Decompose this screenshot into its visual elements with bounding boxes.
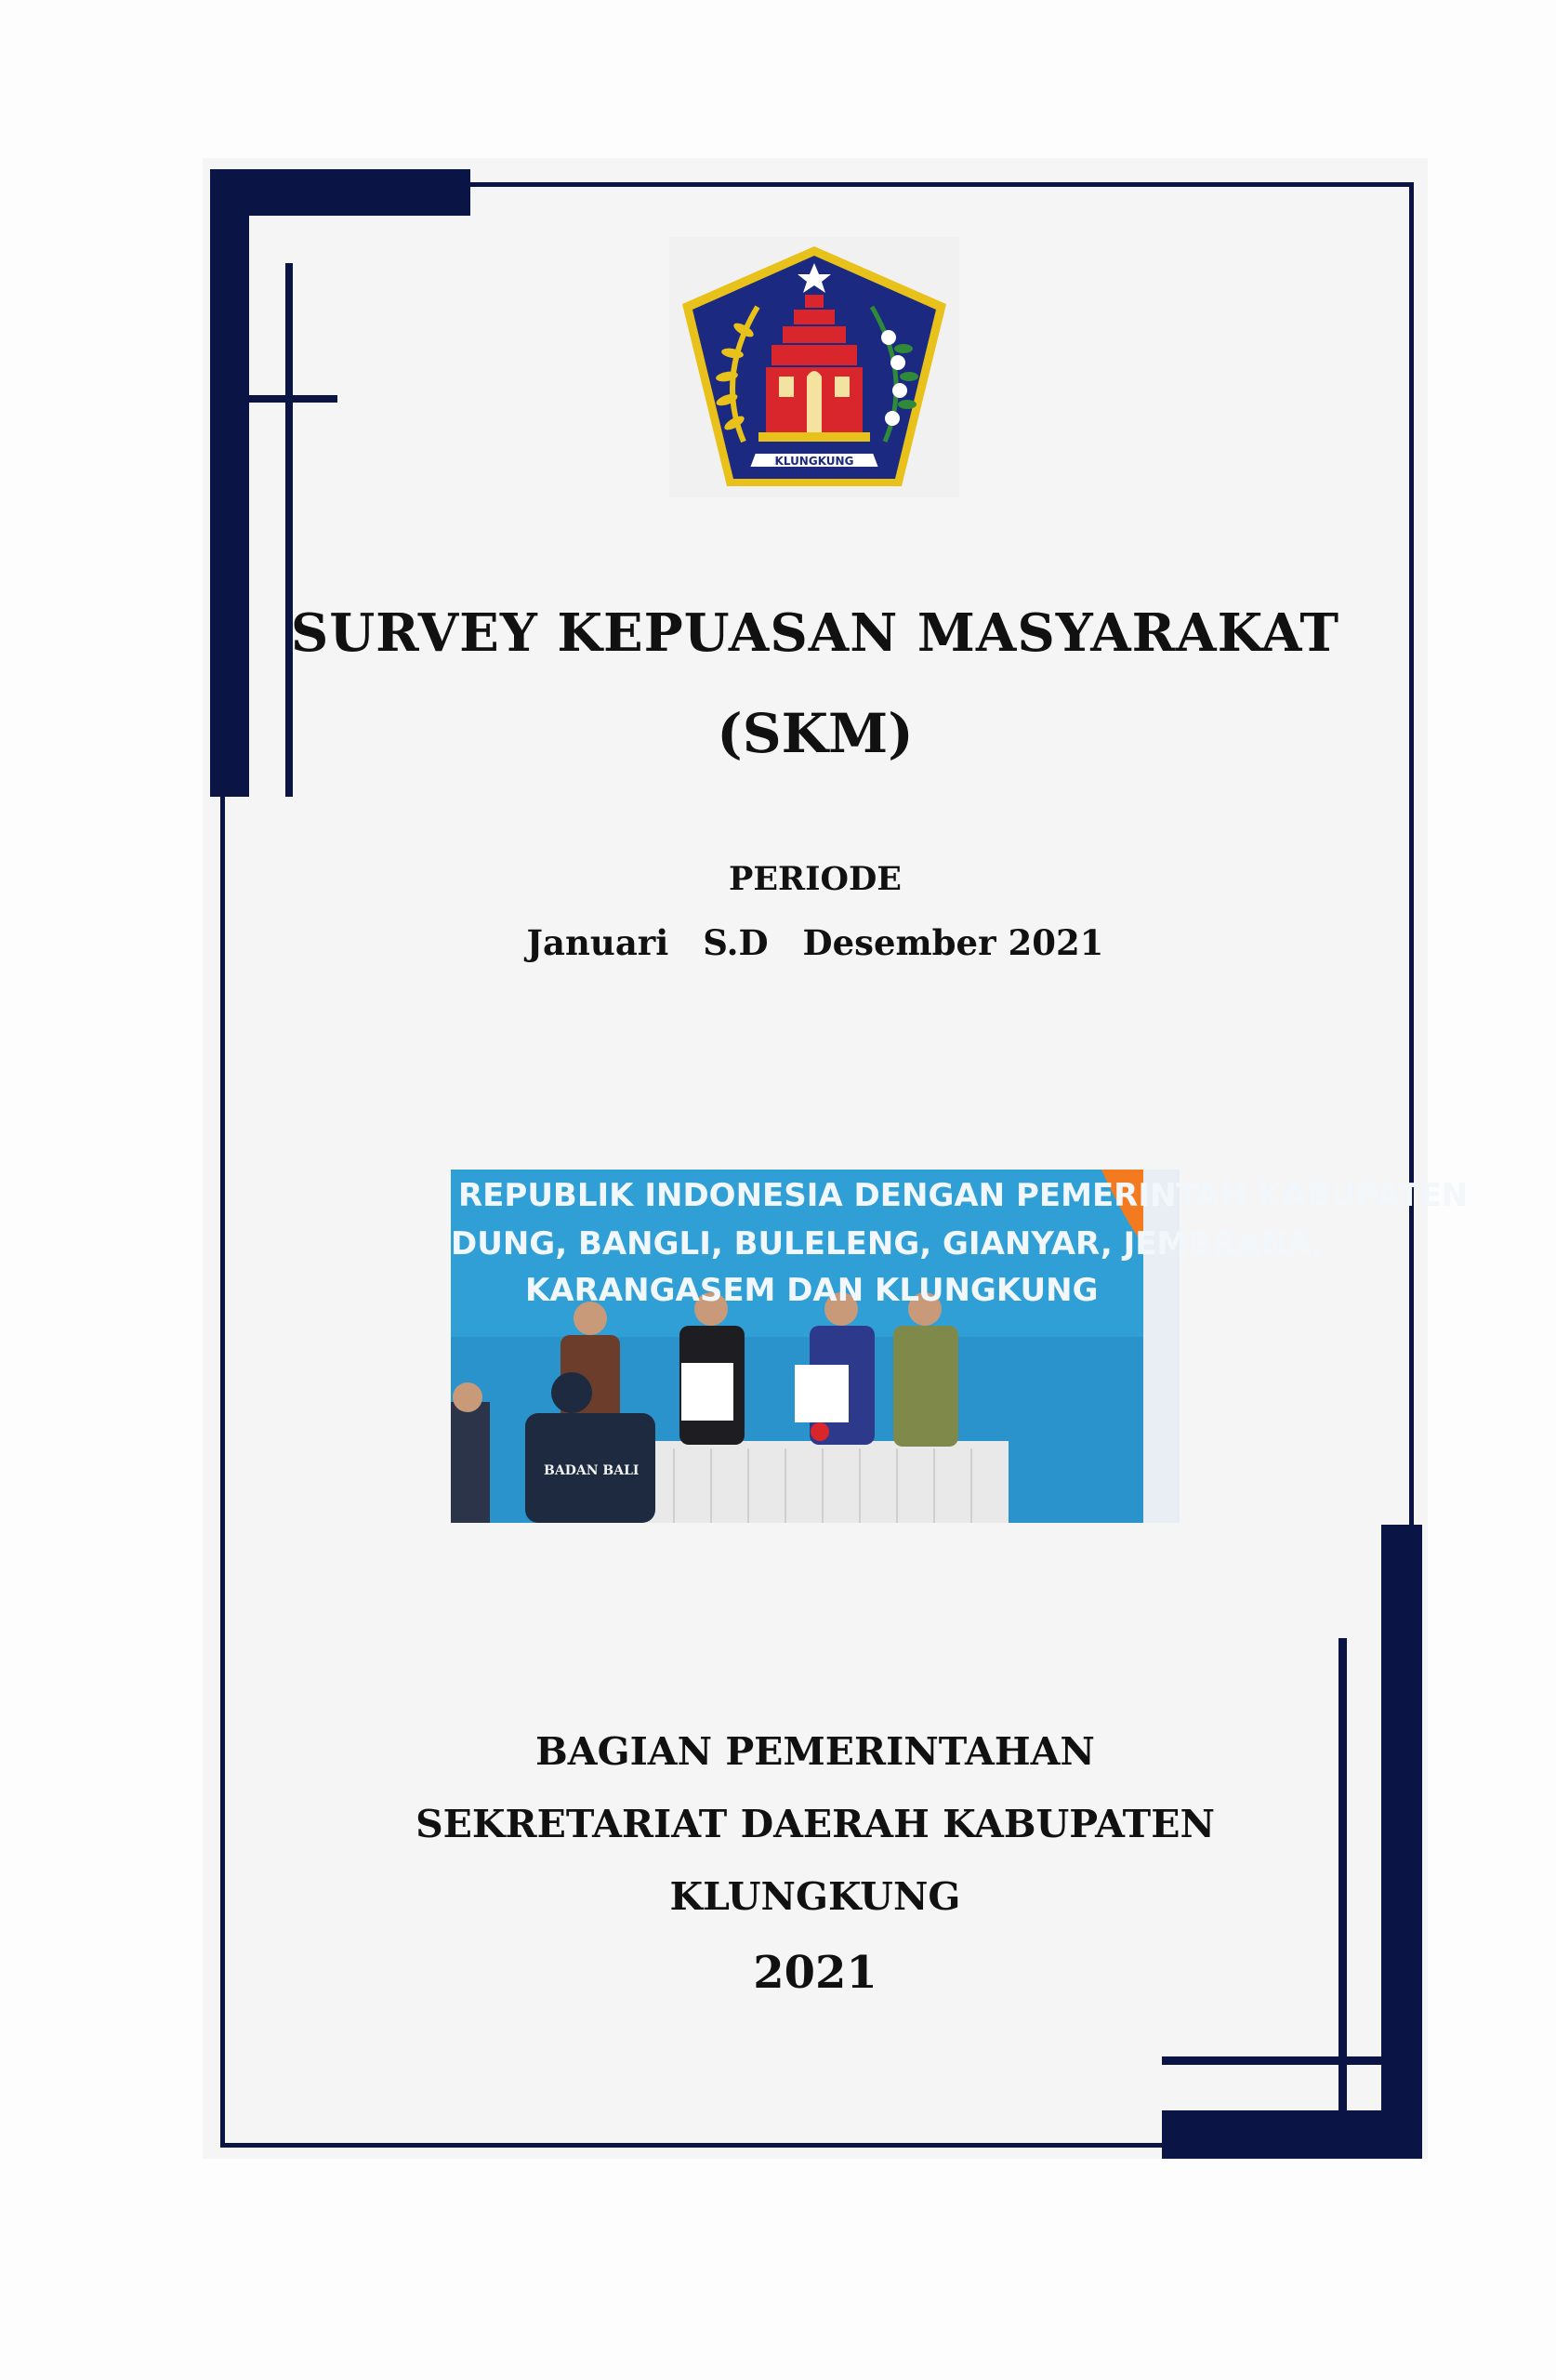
frame-left-line: [220, 790, 225, 2148]
frame-corner-top-left-horizontal: [210, 169, 470, 216]
frame-corner-bottom-right-horizontal: [1162, 2110, 1422, 2159]
document-year: 2021: [753, 1947, 877, 1999]
frame-top-line: [465, 182, 1413, 187]
emblem-icon: [669, 237, 959, 497]
regency-name: KLUNGKUNG: [669, 1874, 961, 1919]
photo-illustration: [451, 1170, 1180, 1523]
photo-banner-line3: KARANGASEM DAN KLUNGKUNG: [525, 1272, 1099, 1309]
frame-inner-cross-horizontal-left: [249, 395, 337, 403]
frame-right-line: [1409, 182, 1414, 1528]
secretariat-name: SEKRETARIAT DAERAH KABUPATEN: [415, 1802, 1215, 1846]
photo-banner-line2: DUNG, BANGLI, BULELENG, GIANYAR, JEMBRANA,: [451, 1225, 1325, 1263]
period-separator: S.D: [703, 922, 769, 963]
emblem-banner-text: KLUNGKUNG: [774, 455, 854, 468]
document-title: SURVEY KEPUASAN MASYARAKAT: [290, 602, 1340, 664]
period-range: [203, 922, 1428, 963]
photo-banner-line1: REPUBLIK INDONESIA DENGAN PEMERINTAH KABUPATEN: [458, 1177, 1469, 1214]
frame-bottom-line: [220, 2143, 1168, 2148]
period-start: Januari: [526, 922, 669, 963]
document-title-abbreviation: (SKM): [717, 702, 914, 765]
department-name: BAGIAN PEMERINTAHAN: [535, 1729, 1095, 1774]
frame-inner-cross-horizontal-right: [1162, 2056, 1385, 2065]
period-label: PERIODE: [729, 860, 902, 898]
klungkung-emblem: [669, 237, 959, 497]
signing-ceremony-photo: [451, 1170, 1469, 1523]
vest-text: BADAN BALI: [544, 1463, 640, 1478]
period-end: Desember 2021: [802, 922, 1104, 963]
